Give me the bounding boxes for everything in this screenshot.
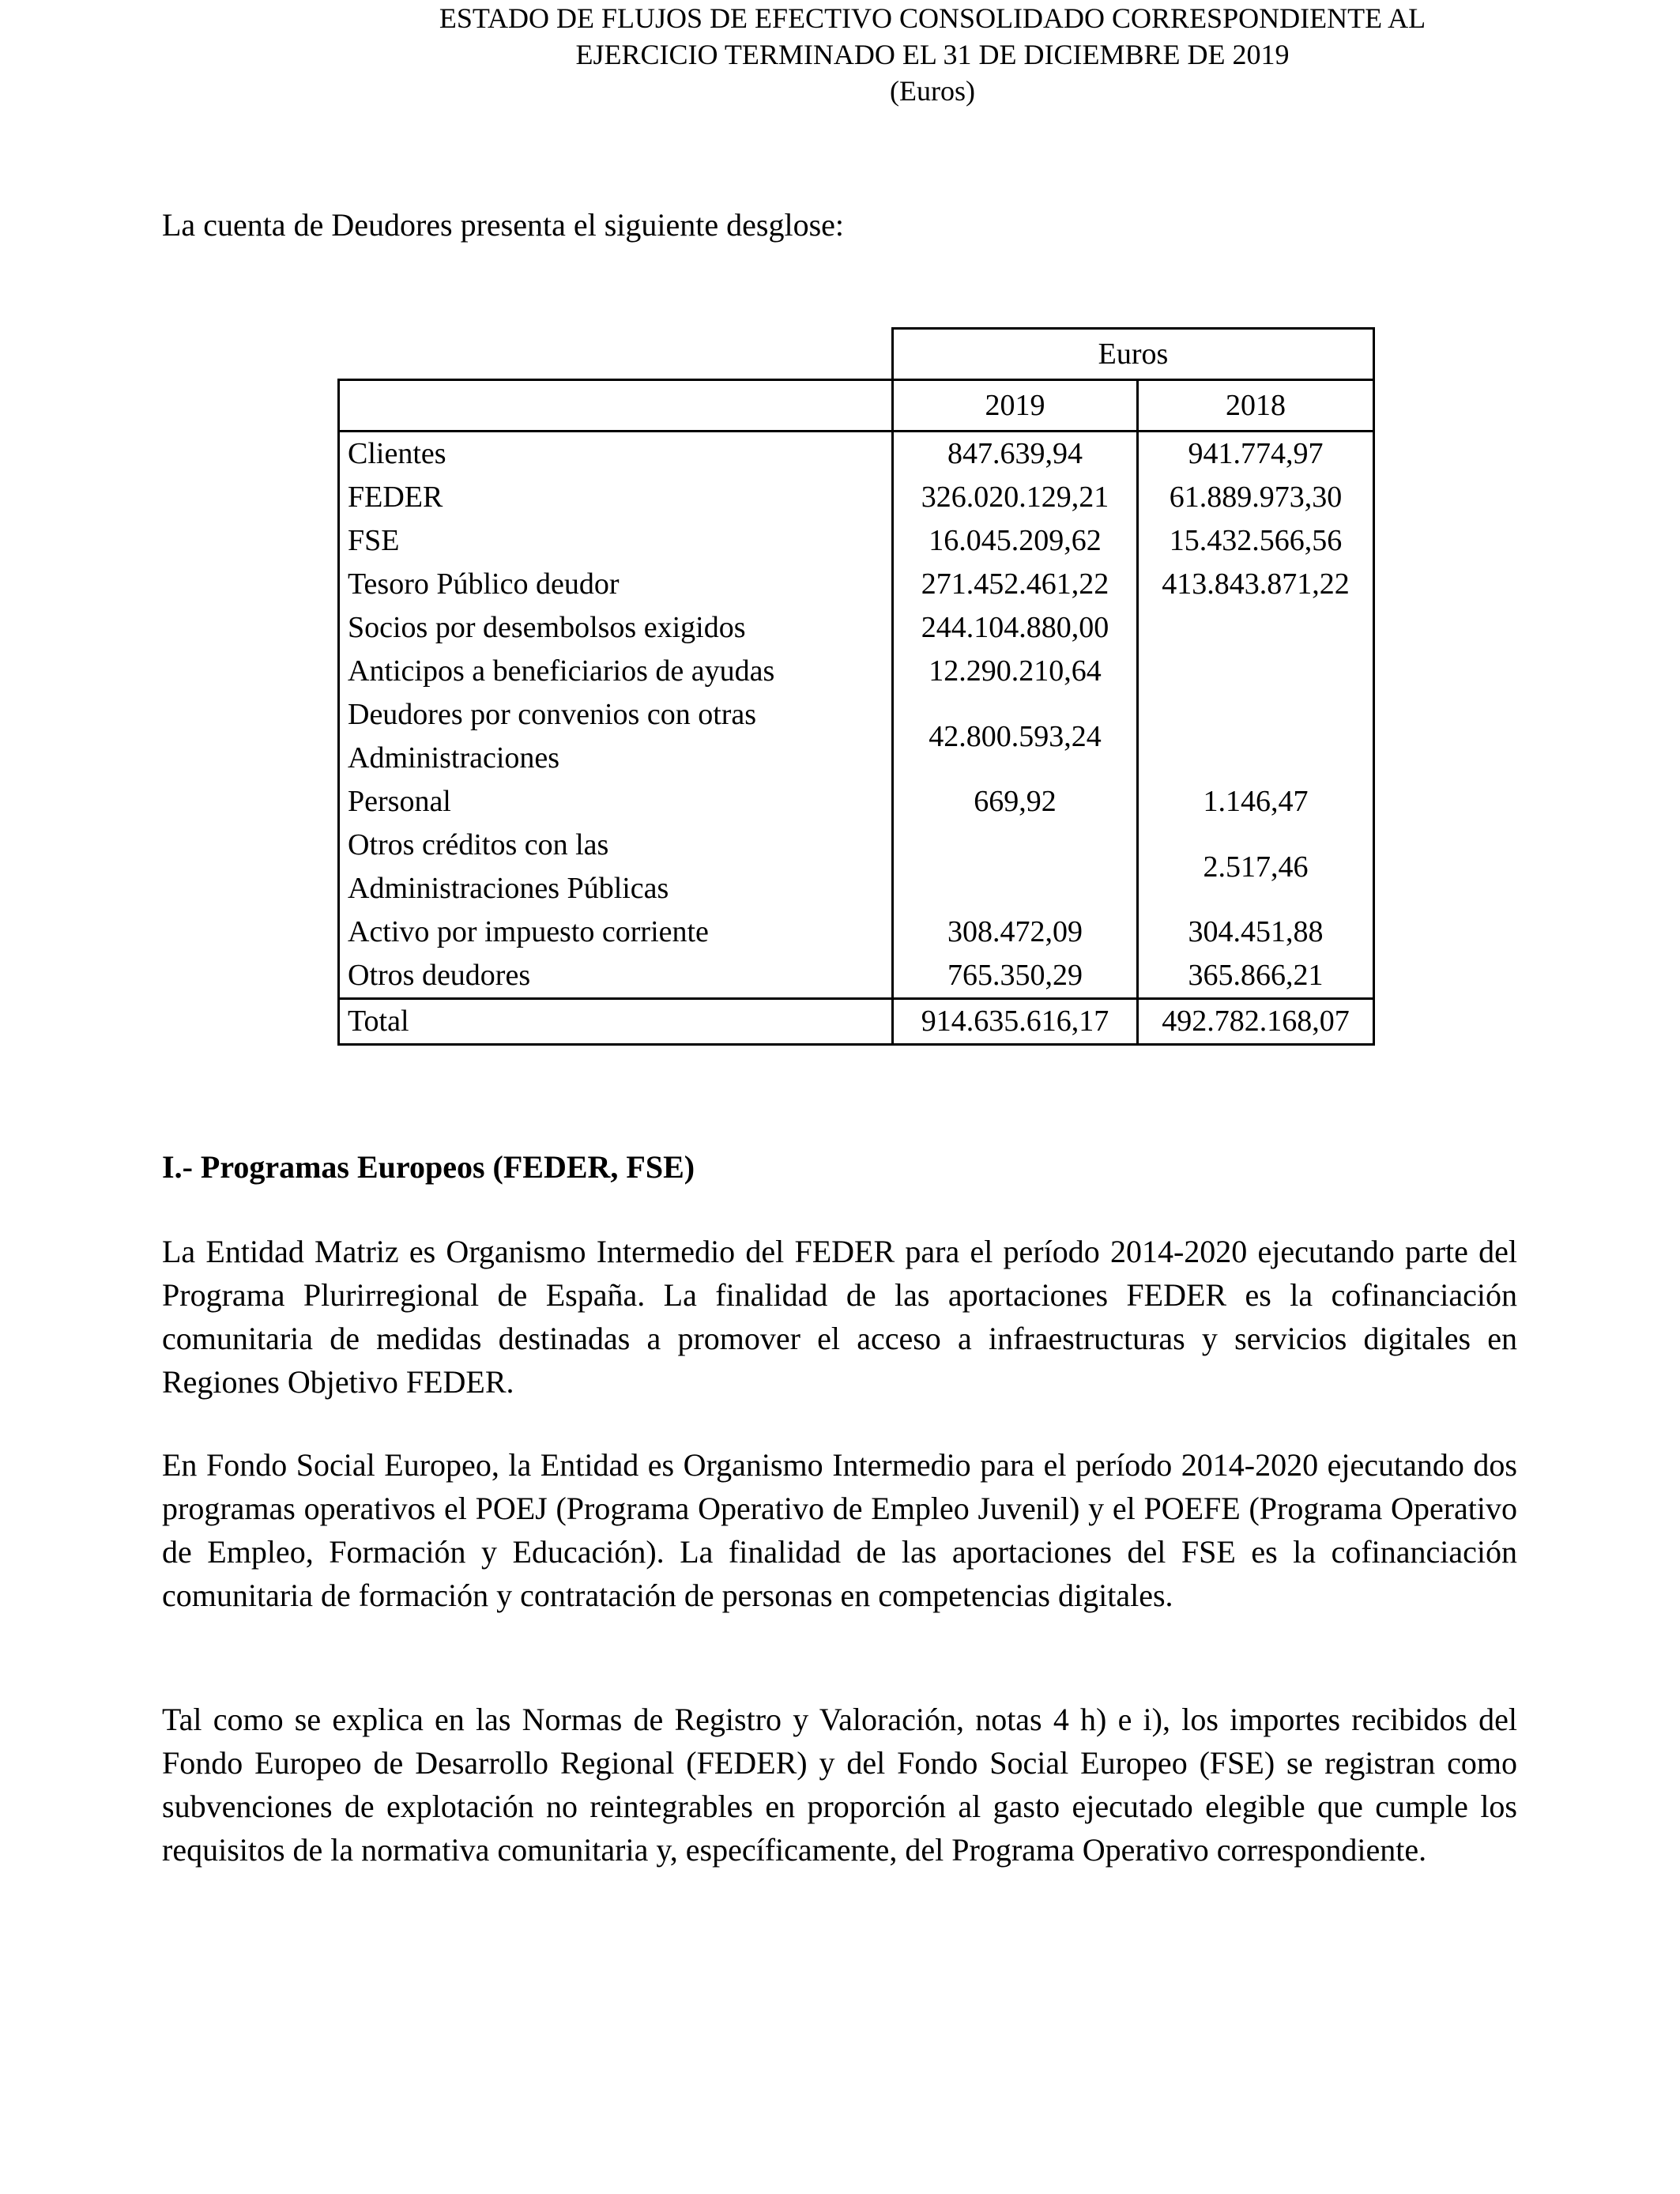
value-2019: 271.452.461,22 [893,563,1138,606]
value-2018: 304.451,88 [1138,910,1374,954]
table-row [339,954,1374,999]
header-title-line-1: ESTADO DE FLUJOS DE EFECTIVO CONSOLIDADO CORRESPONDIENTE AL [439,2,1426,34]
row-label: Tesoro Público deudor [339,563,893,606]
value-2018: 1.146,47 [1138,780,1374,824]
value-2019: 244.104.880,00 [893,606,1138,650]
row-label-line-2: Administraciones [348,741,560,775]
row-label-line-2: Administraciones Públicas [348,872,669,905]
value-2019: 326.020.129,21 [893,476,1138,519]
row-label: Socios por desembolsos exigidos [339,606,893,650]
row-label-line-1: Otros créditos con las [348,828,609,861]
row-label: FEDER [339,476,893,519]
table-row [339,780,1374,824]
table-row [339,432,1374,477]
row-label: Anticipos a beneficiarios de ayudas [339,650,893,693]
table-group-header-row [339,329,1374,380]
total-row [339,999,1374,1045]
deudores-table [337,327,1375,1046]
total-2018: 492.782.168,07 [1138,999,1374,1045]
section-title: I.- Programas Europeos (FEDER, FSE) [162,1149,695,1185]
row-label: Activo por impuesto corriente [339,910,893,954]
value-2018: 2.517,46 [1138,824,1374,910]
year-2018-header: 2018 [1138,380,1374,432]
value-2018: 15.432.566,56 [1138,519,1374,563]
row-label: Clientes [339,432,893,477]
value-2019: 12.290.210,64 [893,650,1138,693]
intro-text: La cuenta de Deudores presenta el siguiente desglose: [162,207,845,243]
value-2019: 765.350,29 [893,954,1138,999]
value-2018 [1138,693,1374,780]
total-label: Total [339,999,893,1045]
paragraph-accounting: Tal como se explica en las Normas de Registro y Valoración, notas 4 h) e i), los importes recibidos del Fondo Europeo de Desarrollo Regional (FEDER) y del Fondo Social Europeo (FSE) se registran como subvenciones de explotación no reintegrables en proporción al gasto ejecutado elegible que cumple los requisitos de la normativa comunitaria y, específicamente, del Programa Operativo correspondiente. [162,1702,1517,1868]
table-row [339,824,1374,910]
value-2019: 16.045.209,62 [893,519,1138,563]
row-label: FSE [339,519,893,563]
document-header [300,0,1565,109]
value-2018 [1138,650,1374,693]
value-2019: 42.800.593,24 [893,693,1138,780]
value-2018: 61.889.973,30 [1138,476,1374,519]
euros-group-header: Euros [893,329,1374,380]
row-label: Personal [339,780,893,824]
year-2019-header: 2019 [893,380,1138,432]
table-row [339,563,1374,606]
value-2019: 669,92 [893,780,1138,824]
paragraph-feder: La Entidad Matriz es Organismo Intermedio del FEDER para el período 2014-2020 ejecutando parte del Programa Plurirregional de España. La finalidad de las aportaciones FEDER es la cofinanciación comunitaria de medidas destinadas a promover el acceso a infraestructuras y servicios digitales en Regiones Objetivo FEDER. [162,1234,1517,1400]
table-row [339,910,1374,954]
value-2018 [1138,606,1374,650]
row-label: Otros deudores [339,954,893,999]
value-2018: 365.866,21 [1138,954,1374,999]
table-row [339,693,1374,780]
header-title-line-2: EJERCICIO TERMINADO EL 31 DE DICIEMBRE DE 2019 [575,39,1290,70]
total-2019: 914.635.616,17 [893,999,1138,1045]
table-year-header-row [339,380,1374,432]
row-label-line-1: Deudores por convenios con otras [348,698,757,731]
row-label [339,693,893,780]
value-2019 [893,824,1138,910]
value-2019: 847.639,94 [893,432,1138,477]
paragraph-fse: En Fondo Social Europeo, la Entidad es Organismo Intermedio para el período 2014-2020 ejecutando dos programas operativos el POEJ (Programa Operativo de Empleo Juvenil) y el POEFE (Programa Operativo de Empleo, Formación y Educación). La finalidad de las aportaciones del FSE es la cofinanciación comunitaria de formación y contratación de personas en competencias digitales. [162,1447,1517,1613]
table-row [339,519,1374,563]
table-row [339,650,1374,693]
value-2018: 413.843.871,22 [1138,563,1374,606]
row-label [339,824,893,910]
table-row [339,476,1374,519]
value-2019: 308.472,09 [893,910,1138,954]
header-currency: (Euros) [890,75,975,107]
table-row [339,606,1374,650]
value-2018: 941.774,97 [1138,432,1374,477]
